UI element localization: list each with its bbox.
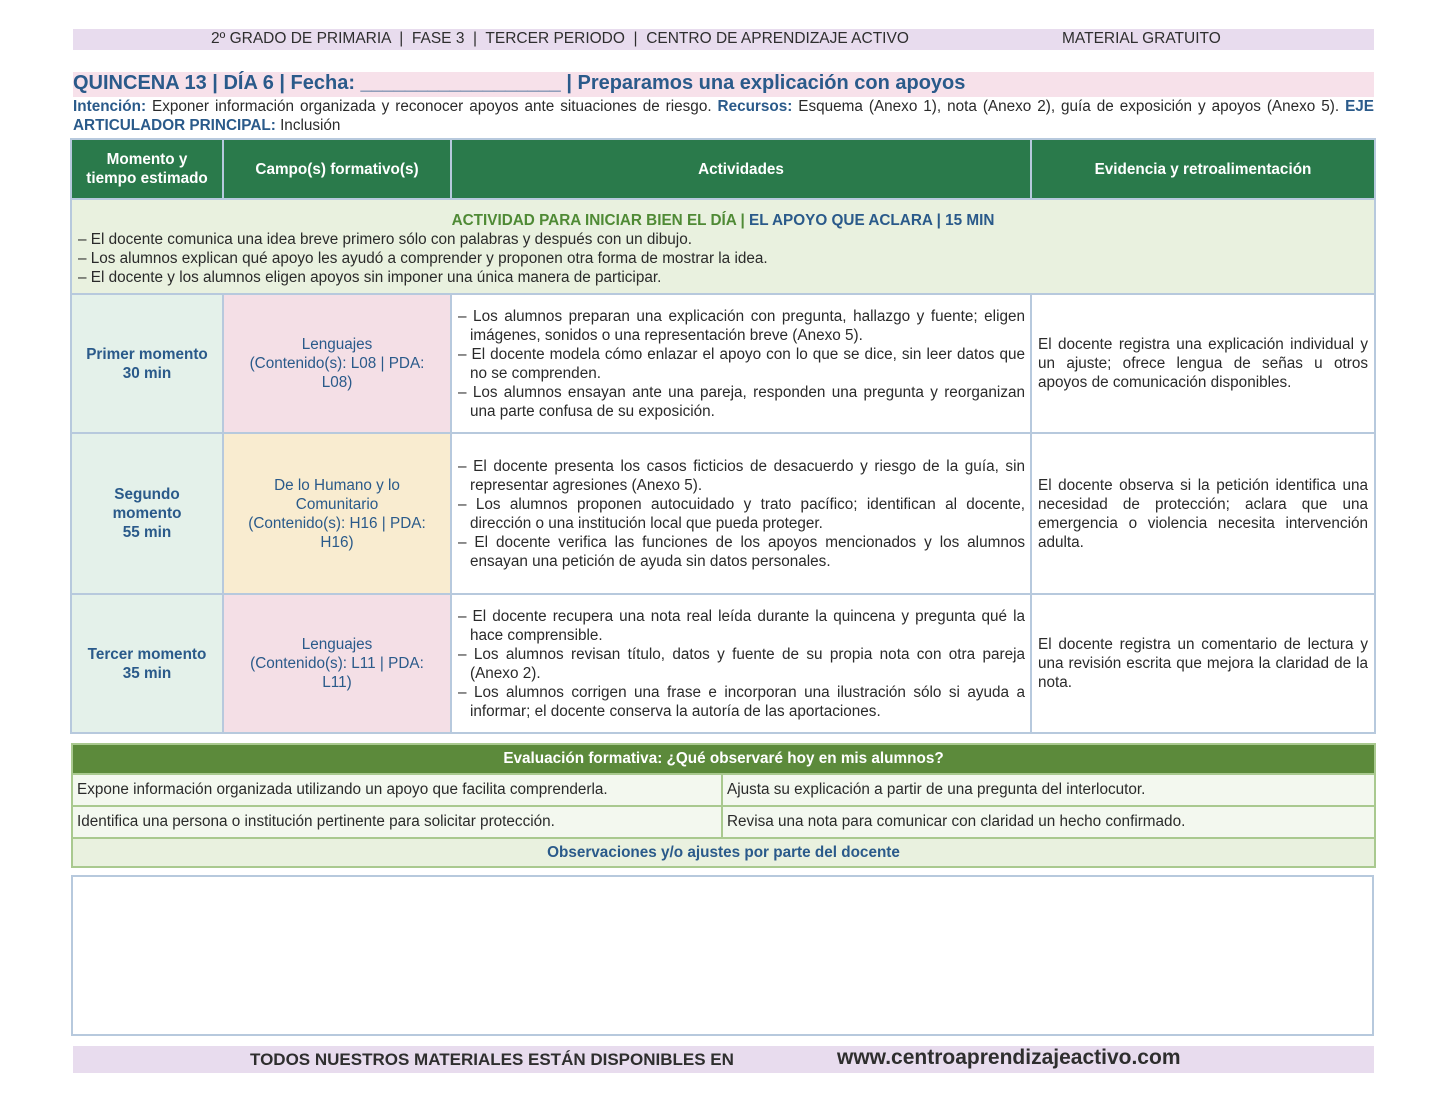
opening-line: – Los alumnos explican qué apoyo les ayudó a comprender y proponen otra forma de mostrar la idea.: [78, 250, 768, 267]
moment-time: 55 min: [122, 524, 172, 541]
moment-cell: [71, 433, 223, 594]
top-banner: [73, 29, 1374, 50]
activity-item: – Los alumnos proponen autocuidado y trato pacífico; identifican al docente, dirección o una institución local que pueda proteger.: [458, 495, 1025, 532]
opening-row: [71, 199, 1375, 294]
moment-label: Primer momento: [86, 345, 208, 363]
opening-label-blue: EL APOYO QUE ACLARA | 15 MIN: [749, 212, 995, 229]
header-campo: Campo(s) formativo(s): [223, 139, 451, 199]
evaluation-title: Evaluación formativa: ¿Qué observaré hoy en mis alumnos?: [72, 744, 1375, 774]
resources-label: Recursos:: [717, 98, 793, 115]
grade-info: 2º GRADO DE PRIMARIA | FASE 3 | TERCER PERIODO | CENTRO DE APRENDIZAJE ACTIVO: [211, 30, 909, 47]
moment-label: Segundo momento: [112, 486, 182, 522]
evaluation-item: Expone información organizada utilizando un apoyo que facilita comprenderla.: [72, 774, 722, 806]
campo-name: Lenguajes: [301, 636, 373, 653]
footer-text: TODOS NUESTROS MATERIALES ESTÁN DISPONIBLES EN: [250, 1050, 734, 1069]
opening-cell: [71, 199, 1375, 294]
activities-cell: [451, 433, 1031, 594]
footer-banner: [73, 1046, 1374, 1073]
moment-time: 35 min: [122, 664, 172, 682]
campo-cell: [223, 594, 451, 733]
evidence-cell: El docente observa si la petición identifica una necesidad de protección; aclara que una emergencia o violencia necesita intervención adulta.: [1031, 433, 1375, 594]
activity-item: – El docente verifica las funciones de los apoyos mencionados y los alumnos ensayan una petición de ayuda sin datos personales.: [458, 533, 1025, 570]
campo-contenido: (Contenido(s): L11 | PDA: L11): [250, 655, 424, 691]
campo-contenido: (Contenido(s): H16 | PDA: H16): [248, 514, 426, 551]
campo-name: Lenguajes: [301, 336, 373, 353]
activities-cell: [451, 594, 1031, 733]
moment-label: Tercer momento: [87, 645, 207, 663]
opening-heading: [76, 211, 1370, 230]
table-row: [71, 294, 1375, 433]
axis-label: EJE ARTICULADOR PRINCIPAL:: [73, 98, 1374, 134]
table-row: [71, 433, 1375, 594]
evaluation-item: Identifica una persona o institución pertinente para solicitar protección.: [72, 806, 722, 838]
activity-item: – El docente recupera una nota real leída durante la quincena y pregunta qué la hace comprensible.: [458, 607, 1025, 644]
activity-item: – Los alumnos preparan una explicación con pregunta, hallazgo y fuente; eligen imágenes, sonidos o una representación breve (Anexo 5).: [458, 307, 1025, 344]
intent-label: Intención:: [73, 98, 147, 115]
moment-time: 30 min: [122, 364, 172, 382]
website-link[interactable]: www.centroaprendizajeactivo.com: [837, 1046, 1181, 1069]
moment-cell: [71, 594, 223, 733]
header-activities: Actividades: [451, 139, 1031, 199]
opening-line: – El docente y los alumnos eligen apoyos sin imponer una única manera de participar.: [78, 269, 662, 286]
opening-line: – El docente comunica una idea breve primero sólo con palabras y después con un dibujo.: [78, 231, 692, 248]
campo-cell: [223, 433, 451, 594]
activity-item: – Los alumnos revisan título, datos y fuente de su propia nota con otra pareja (Anexo 2).: [458, 645, 1025, 682]
table-row: [71, 594, 1375, 733]
formative-evaluation-table: [71, 743, 1376, 868]
activities-cell: [451, 294, 1031, 433]
activity-item: – Los alumnos corrigen una frase e incorporan una ilustración sólo si ayuda a informar; el docente conserva la autoría de las aportaciones.: [458, 683, 1025, 720]
evidence-cell: El docente registra un comentario de lectura y una revisión escrita que mejora la claridad de la nota.: [1031, 594, 1375, 733]
table-header-row: [71, 139, 1375, 199]
resources-text: Esquema (Anexo 1), nota (Anexo 2), guía de exposición y apoyos (Anexo 5).: [798, 98, 1340, 115]
campo-name: De lo Humano y lo Comunitario: [274, 476, 400, 513]
campo-cell: [223, 294, 451, 433]
header-evidence: Evidencia y retroalimentación: [1031, 139, 1375, 199]
header-moment: Momento y tiempo estimado: [71, 139, 223, 199]
observations-title: Observaciones y/o ajustes por parte del docente: [72, 838, 1375, 867]
intent-paragraph: [73, 97, 1374, 135]
activity-item: – El docente modela cómo enlazar el apoyo con lo que se dice, sin leer datos que no se comprenden.: [458, 345, 1025, 382]
evaluation-item: Ajusta su explicación a partir de una pregunta del interlocutor.: [722, 774, 1375, 806]
opening-label-green: ACTIVIDAD PARA INICIAR BIEN EL DÍA |: [451, 212, 745, 229]
evaluation-item: Revisa una nota para comunicar con claridad un hecho confirmado.: [722, 806, 1375, 838]
observations-field[interactable]: [71, 875, 1374, 1036]
intent-text: Exponer información organizada y reconocer apoyos ante situaciones de riesgo.: [152, 98, 712, 115]
moment-cell: [71, 294, 223, 433]
activity-item: – El docente presenta los casos ficticios de desacuerdo y riesgo de la guía, sin representar agresiones (Anexo 5).: [458, 457, 1025, 494]
page-title: QUINCENA 13 | DÍA 6 | Fecha: __________________ | Preparamos una explicación con apoyos: [73, 72, 966, 94]
activity-item: – Los alumnos ensayan ante una pareja, responden una pregunta y reorganizan una parte confusa de su exposición.: [458, 383, 1025, 420]
activities-table: [70, 138, 1376, 734]
axis-text: Inclusión: [280, 117, 341, 134]
campo-contenido: (Contenido(s): L08 | PDA: L08): [249, 355, 425, 391]
evidence-cell: El docente registra una explicación individual y un ajuste; ofrece lengua de señas u otros apoyos de comunicación disponibles.: [1031, 294, 1375, 433]
free-material-label: MATERIAL GRATUITO: [1062, 30, 1221, 47]
